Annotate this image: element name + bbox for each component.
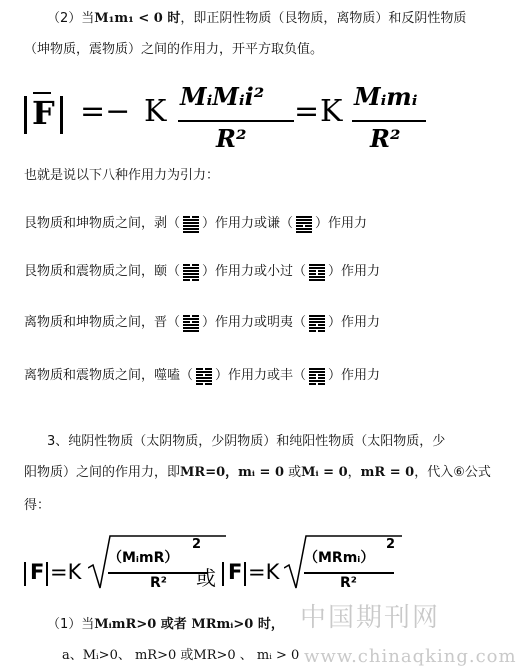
vector-arrow-bar: [33, 92, 51, 94]
section3-comma: ，: [347, 465, 361, 480]
force-mid-3: ）作用力或明夷（: [202, 315, 307, 330]
section2-line1: [47, 9, 466, 28]
section2-line2: [24, 40, 323, 59]
abs-bar-l1: [24, 562, 26, 586]
section2-condition: M₁m₁ < 0 时: [94, 11, 181, 26]
abs-bar-l2: [46, 562, 48, 586]
equals: =: [294, 94, 320, 129]
section3-line1: 3、纯阴性物质（太阴物质，少阴物质）和纯阳性物质（太阳物质，少: [47, 434, 446, 449]
force-pair-3: 离物质和坤物质之间，晋（: [24, 315, 181, 330]
fraction-bar-1: [178, 120, 294, 122]
denominator-right: R²: [340, 575, 357, 591]
section2-line2-text: （坤物质，震物质）之间的作用力，开平方取负值。: [24, 42, 324, 57]
section2-line1-rest: ，即正阴性物质（艮物质，离物质）和反阴性物质: [180, 11, 467, 26]
hexagram-xiaoguo-icon: [306, 263, 328, 281]
exp-left: 2: [192, 537, 202, 552]
force-mid-4: ）作用力或丰（: [215, 368, 307, 383]
force-tail-3: ）作用力: [328, 315, 381, 330]
section3-or: 或: [284, 465, 302, 480]
formula-2: [22, 534, 412, 604]
force-left: F: [30, 560, 45, 584]
force-tail-4: ）作用力: [328, 368, 381, 383]
force-symbol: F: [32, 94, 55, 132]
numerator-2: Mᵢmᵢ: [354, 82, 418, 111]
numerator-right: （MRmᵢ）: [304, 550, 375, 566]
hexagram-qian-icon: [293, 215, 315, 233]
section3-mi: mᵢ = 0: [238, 465, 285, 480]
abs-bar-r1: [222, 562, 224, 586]
abs-bar-r2: [244, 562, 246, 586]
force-tail-2: ）作用力: [328, 264, 381, 279]
section3-line3: 得：: [24, 498, 51, 513]
section3-line2-a: 阳物质）之间的作用力，即: [24, 465, 181, 480]
formula-1: [20, 82, 440, 162]
abs-bar-left: [24, 96, 27, 134]
force-tail-1: ）作用力: [315, 216, 368, 231]
fraction-bar-left: [108, 572, 208, 574]
abs-bar-right: [60, 96, 63, 134]
intro-text: 也就是说以下八种作用力为引力：: [24, 168, 220, 183]
section2-prefix: （2）当: [47, 11, 95, 26]
sub1-condition: MᵢmR>0 或者 MRmᵢ>0 时，: [94, 617, 284, 632]
or-word: 或: [196, 566, 216, 590]
force-mid-2: ）作用力或小过（: [202, 264, 307, 279]
denominator-left: R²: [150, 575, 167, 591]
numerator-left: （MᵢmR）: [108, 550, 179, 566]
hexagram-jin-icon: [180, 314, 202, 332]
constant-k-2: K: [320, 94, 343, 129]
sub1-prefix: （1）当: [47, 617, 95, 632]
force-row-2: [24, 262, 380, 281]
force-row-4: [24, 366, 380, 385]
numerator-1: MᵢMᵢi²: [180, 82, 265, 111]
hexagram-feng-icon: [306, 367, 328, 385]
watermark-cn: 中国期刊网: [300, 603, 441, 633]
force-row-3: [24, 313, 380, 332]
hexagram-mingyi-icon: [306, 314, 328, 332]
denominator-2: R²: [370, 124, 401, 153]
denominator-1: R²: [216, 124, 247, 153]
force-pair-2: 艮物质和震物质之间，颐（: [24, 264, 181, 279]
hexagram-shihe-icon: [193, 367, 215, 385]
section3-Mi: Mᵢ = 0: [301, 465, 348, 480]
force-row-1: [24, 214, 367, 233]
hexagram-yi-icon: [180, 263, 202, 281]
hexagram-bo-icon: [180, 215, 202, 233]
exp-right: 2: [386, 537, 396, 552]
fraction-bar-2: [352, 120, 426, 122]
force-pair-4: 离物质和震物质之间，噬嗑（: [24, 368, 194, 383]
section3-line2-b: ，代入⑥公式: [414, 465, 491, 480]
force-right: F: [228, 560, 243, 584]
watermark-url: www.chinaqking.com: [304, 646, 517, 667]
force-mid-1: ）作用力或谦（: [202, 216, 294, 231]
eq-minus: =−: [80, 94, 131, 129]
section3-mr2: mR = 0: [360, 465, 415, 480]
section3-line2: [24, 463, 491, 482]
fraction-bar-right: [304, 572, 394, 574]
sub-a-text: a、Mᵢ>0、 mR>0 或MR>0 、 mᵢ > 0: [62, 648, 300, 663]
section3-mr: MR=0，: [180, 465, 239, 480]
constant-k: K: [144, 94, 167, 129]
force-pair-1: 艮物质和坤物质之间，剥（: [24, 216, 181, 231]
eqk-left: =K: [50, 560, 82, 584]
sub-item-1: [47, 615, 284, 634]
sub-item-a: [62, 646, 299, 665]
eqk-right: =K: [248, 560, 280, 584]
